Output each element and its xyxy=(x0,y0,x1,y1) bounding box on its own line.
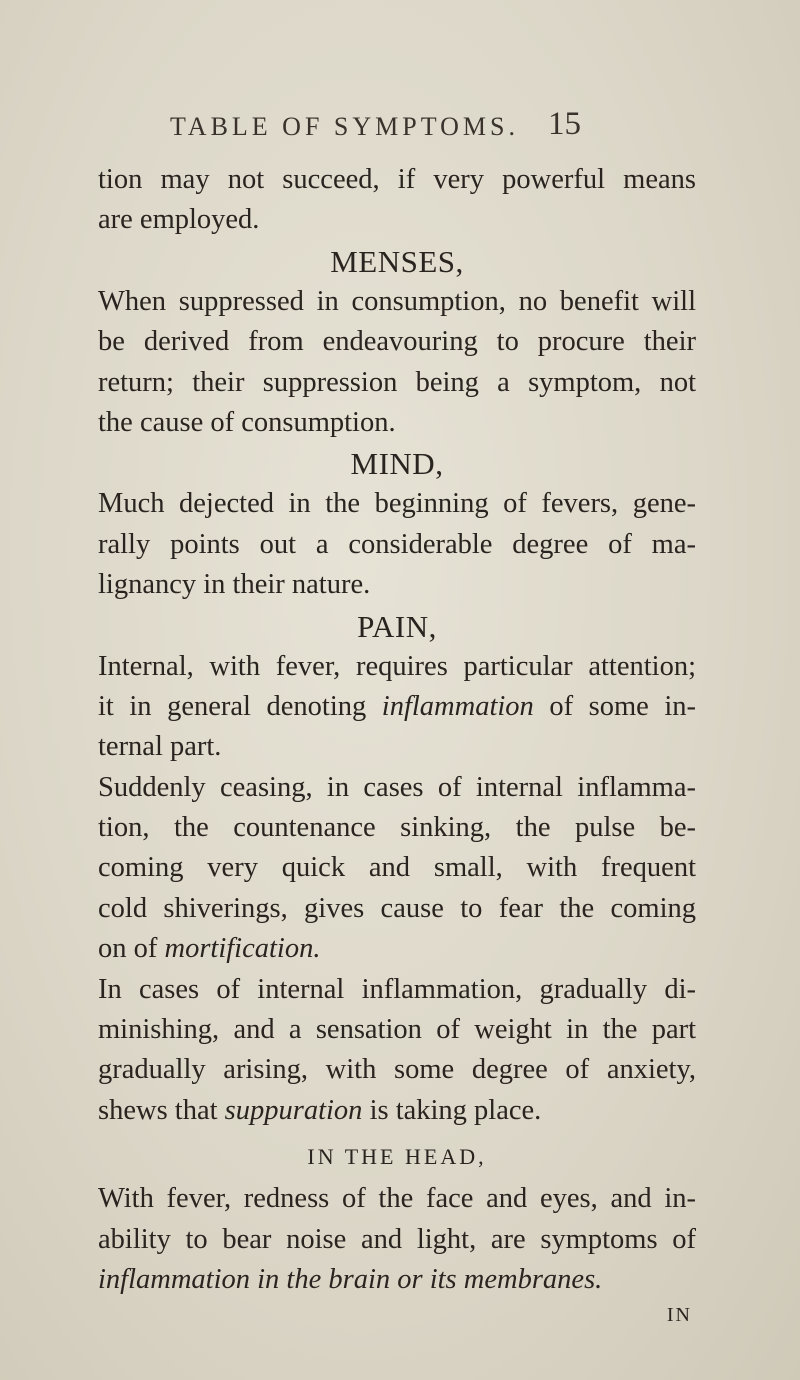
text-line xyxy=(98,322,696,362)
text-run: minishing, and a sensation of weight in the part xyxy=(98,1014,696,1046)
section-subheading xyxy=(98,1135,696,1179)
text-line xyxy=(98,889,696,929)
text-run: In cases of internal inflammation, gradually di- xyxy=(98,973,696,1005)
italic-text: mortification. xyxy=(164,933,321,965)
text-run: tion, the countenance sinking, the pulse be- xyxy=(98,812,696,844)
text-run: Much dejected in the beginning of fevers, gene- xyxy=(98,488,696,520)
text-run: of some in- xyxy=(533,690,696,722)
section-heading xyxy=(98,443,696,484)
text-line xyxy=(98,1260,696,1300)
text-line xyxy=(98,808,696,848)
text-line xyxy=(98,200,696,240)
text-run: gradually arising, with some degree of anxiety, xyxy=(98,1054,696,1086)
italic-text: suppuration xyxy=(224,1094,363,1126)
text-line xyxy=(98,848,696,888)
text-run: is taking place. xyxy=(362,1094,542,1126)
text-run: MIND, xyxy=(350,446,444,482)
page-number: 15 xyxy=(548,106,581,142)
text-line xyxy=(98,687,696,727)
text-run: lignancy in their nature. xyxy=(98,569,371,601)
text-line xyxy=(98,1220,696,1260)
text-line xyxy=(98,282,696,322)
text-run: the cause of consumption. xyxy=(98,406,396,438)
text-run: When suppressed in consumption, no benefit will xyxy=(98,285,696,317)
text-run: With fever, redness of the face and eyes, and in- xyxy=(98,1183,696,1215)
text-line xyxy=(98,768,696,808)
text-run: cold shiverings, gives cause to fear the coming xyxy=(98,892,696,924)
italic-text: inflammation xyxy=(381,690,534,722)
text-run: Internal, with fever, requires particular attention; xyxy=(98,650,696,682)
running-title: TABLE OF SYMPTOMS. xyxy=(170,112,519,141)
text-run: coming very quick and small, with frequent xyxy=(98,852,696,884)
text-line xyxy=(98,160,696,200)
section-heading xyxy=(98,606,696,647)
section-heading xyxy=(98,241,696,282)
text-run: PAIN, xyxy=(357,608,437,644)
text-line xyxy=(98,403,696,443)
text-run: rally points out a considerable degree of ma- xyxy=(98,528,696,560)
text-run: IN xyxy=(666,1304,692,1327)
catchword xyxy=(98,1300,696,1330)
text-line xyxy=(98,929,696,969)
text-line xyxy=(98,1179,696,1219)
text-run: are employed. xyxy=(98,204,260,236)
text-run: it in general denoting xyxy=(98,690,382,722)
text-line xyxy=(98,525,696,565)
text-line xyxy=(98,1050,696,1090)
text-line xyxy=(98,647,696,687)
text-run: IN THE HEAD, xyxy=(307,1144,487,1170)
text-line xyxy=(98,1091,696,1131)
text-line xyxy=(98,970,696,1010)
text-run: be derived from endeavouring to procure their xyxy=(98,326,696,358)
text-line xyxy=(98,565,696,605)
text-run: ternal part. xyxy=(98,731,222,763)
page-body-text xyxy=(98,160,696,1330)
text-line xyxy=(98,1010,696,1050)
italic-text: inflammation in the brain or its membranes. xyxy=(98,1263,603,1295)
running-head xyxy=(0,106,800,152)
text-run: shews that xyxy=(98,1094,225,1126)
text-line xyxy=(98,727,696,767)
text-line xyxy=(98,484,696,524)
text-run: ability to bear noise and light, are symptoms of xyxy=(98,1223,696,1255)
text-line xyxy=(98,363,696,403)
text-run: on of xyxy=(98,933,165,965)
text-run: return; their suppression being a symptom, not xyxy=(98,366,696,398)
text-run: MENSES, xyxy=(330,243,464,279)
text-run: Suddenly ceasing, in cases of internal inflamma- xyxy=(98,771,696,803)
text-run: tion may not succeed, if very powerful means xyxy=(98,164,696,195)
